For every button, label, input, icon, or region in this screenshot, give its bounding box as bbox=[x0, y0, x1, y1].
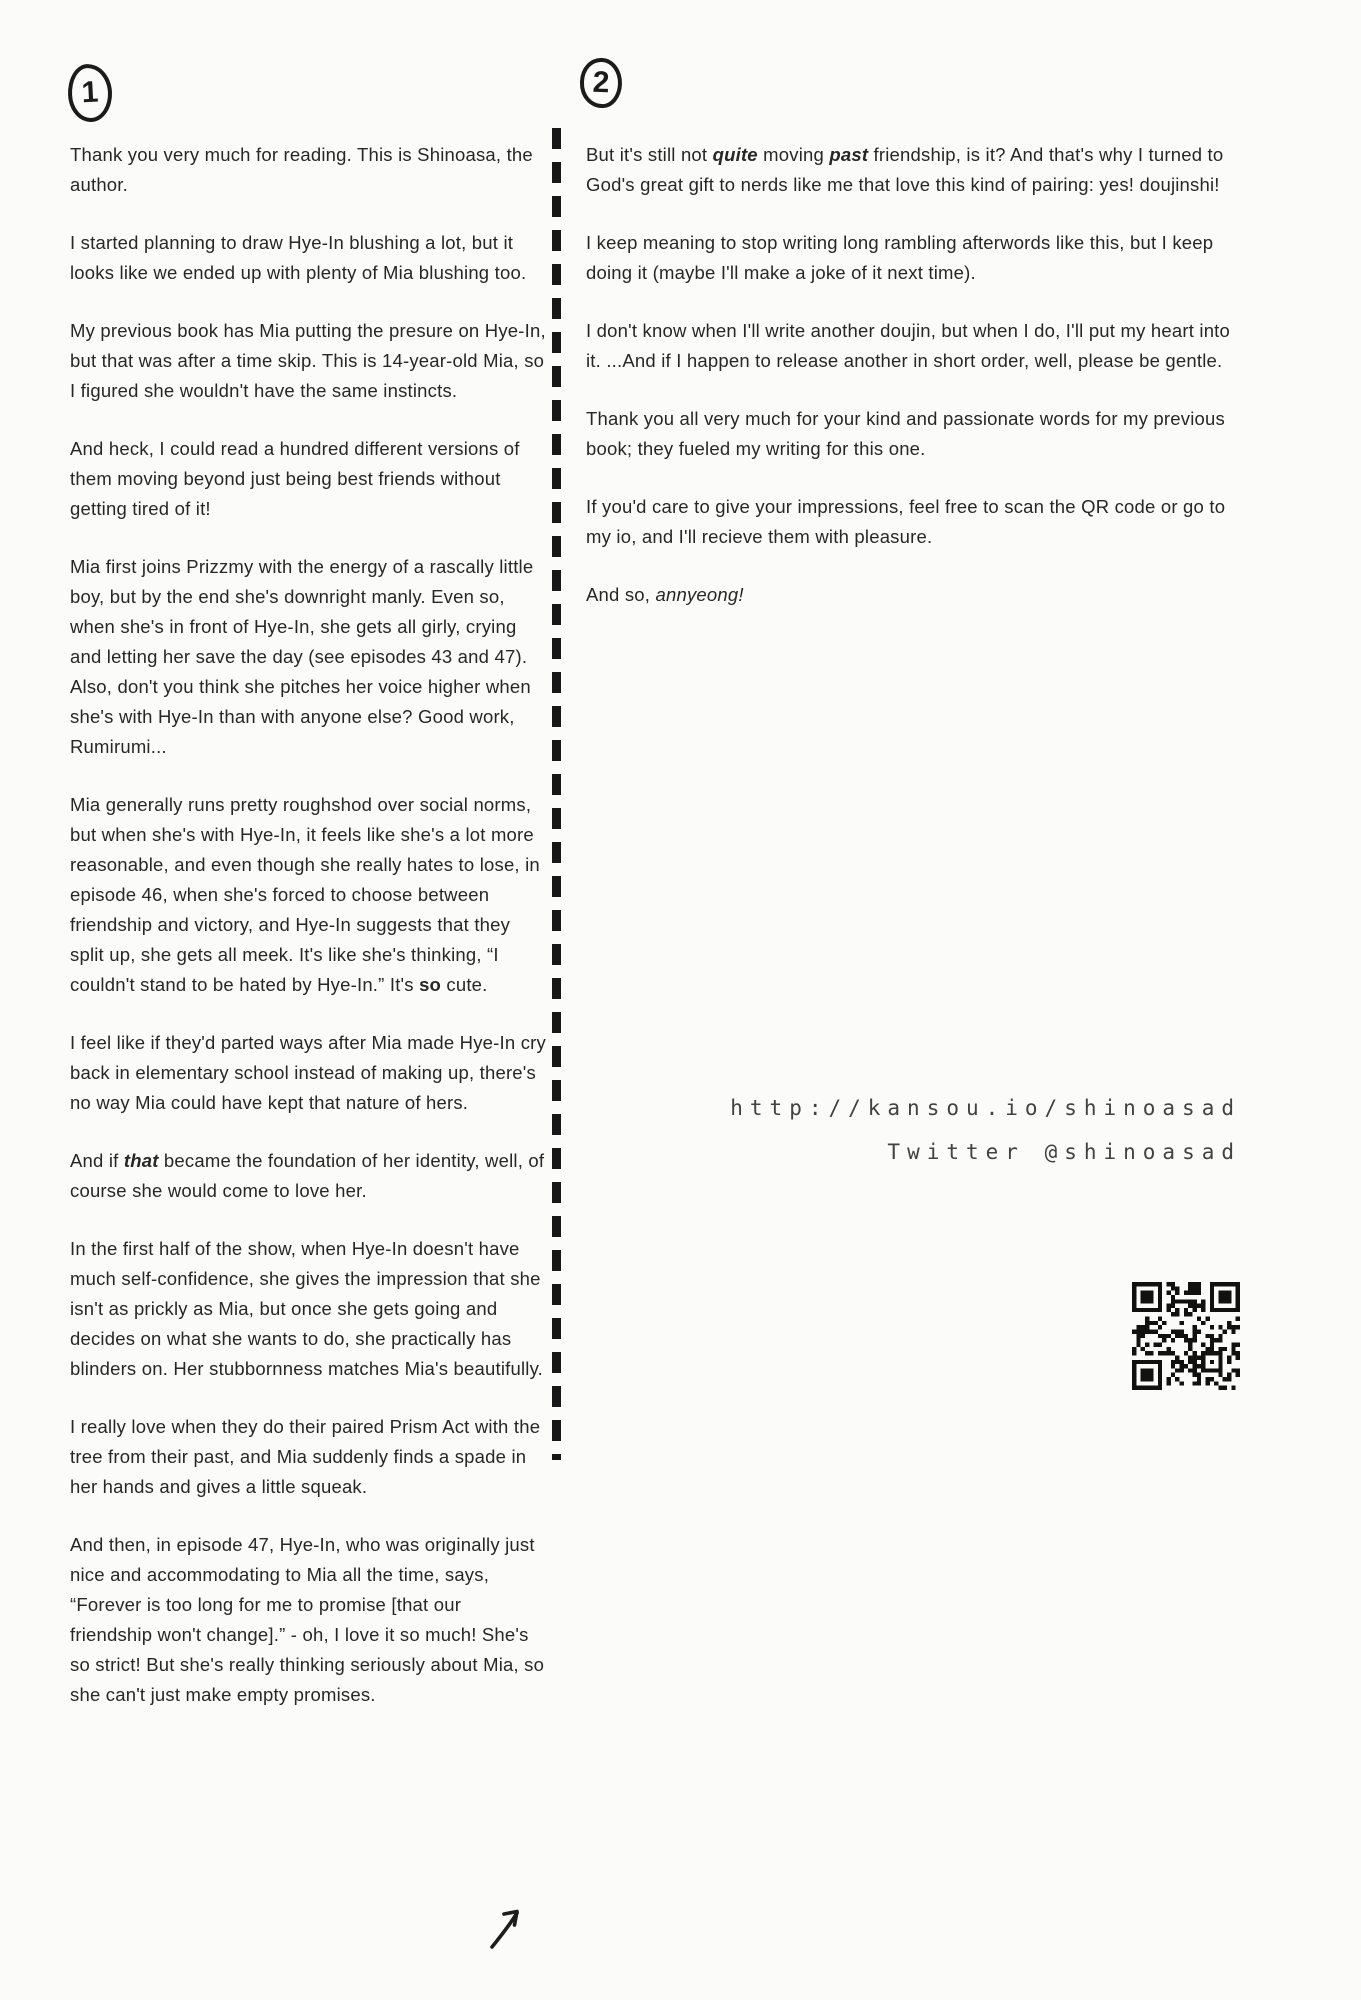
paragraph: I keep meaning to stop writing long rambling afterwords like this, but I keep doing it (maybe I'll make a joke of it next time). bbox=[586, 232, 1214, 283]
paragraph: In the first half of the show, when Hye-In doesn't have much self-confidence, she gives the impression that she isn't as prickly as Mia, but once she gets going and decides on what she wants to do, she practically has blinders on. Her stubbornness matches Mia's beautifully. bbox=[70, 1238, 544, 1379]
paragraph: I feel like if they'd parted ways after Mia made Hye-In cry back in elementary school instead of making up, there's no way Mia could have kept that nature of hers. bbox=[70, 1032, 546, 1113]
paragraph: I really love when they do their paired Prism Act with the tree from their past, and Mia suddenly finds a spade in her hands and gives a little squeak. bbox=[70, 1416, 541, 1497]
column-2-marker bbox=[579, 57, 623, 108]
paragraph: Mia first joins Prizzmy with the energy of a rascally little boy, but by the end she's downright manly. Even so, when she's in front of Hye-In, she gets all girly, crying and letting her save the day (see episodes 43 and 47). Also, don't you think she pitches her voice higher when she's with Hye-In than with anyone else? Good work, Rumirumi... bbox=[70, 556, 534, 757]
dashed-divider-line bbox=[552, 128, 561, 1460]
paragraph: Mia generally runs pretty roughshod over social norms, but when she's with Hye-In, it feels like she's a lot more reasonable, and even though she really hates to lose, in episode 46, when she's forced to choose between friendship and victory, and Hye-In suggests that they split up, she gets all meek. It's like she's thinking, “I couldn't stand to be hated by Hye-In.” It's so cute. bbox=[70, 794, 540, 995]
paragraph: Thank you very much for reading. This is Shinoasa, the author. bbox=[70, 144, 533, 195]
column-1-number: 1 bbox=[80, 75, 100, 110]
paragraph: And so, annyeong! bbox=[586, 584, 744, 605]
paragraph: My previous book has Mia putting the presure on Hye-In, but that was after a time skip. This is 14-year-old Mia, so I figured she wouldn't have the same instincts. bbox=[70, 320, 546, 401]
right-text-column bbox=[586, 140, 1238, 638]
paragraph: And if that became the foundation of her identity, well, of course she would come to love her. bbox=[70, 1150, 545, 1201]
contact-links bbox=[730, 1086, 1241, 1174]
left-text-column bbox=[70, 140, 548, 1738]
website-url: http://kansou.io/shinoasad bbox=[730, 1096, 1241, 1120]
column-1-marker bbox=[67, 63, 114, 123]
qr-code bbox=[1132, 1282, 1240, 1390]
paragraph: I started planning to draw Hye-In blushing a lot, but it looks like we ended up with plenty of Mia blushing too. bbox=[70, 232, 527, 283]
paragraph: But it's still not quite moving past friendship, is it? And that's why I turned to God's great gift to nerds like me that love this kind of pairing: yes! doujinshi! bbox=[586, 144, 1224, 195]
paragraph: And then, in episode 47, Hye-In, who was originally just nice and accommodating to Mia all the time, says, “Forever is too long for me to promise [that our friendship won't change].” - oh, I love it so much! She's so strict! But she's really thinking seriously about Mia, so she can't just make empty promises. bbox=[70, 1534, 545, 1705]
paragraph: And heck, I could read a hundred different versions of them moving beyond just being best friends without getting tired of it! bbox=[70, 438, 520, 519]
paragraph: If you'd care to give your impressions, feel free to scan the QR code or go to my io, and I'll recieve them with pleasure. bbox=[586, 496, 1226, 547]
continue-arrow-icon bbox=[484, 1900, 530, 1954]
twitter-handle: Twitter @shinoasad bbox=[887, 1140, 1241, 1164]
paragraph: I don't know when I'll write another doujin, but when I do, I'll put my heart into it. ...And if I happen to release another in short order, well, please be gentle. bbox=[586, 320, 1231, 371]
paragraph: Thank you all very much for your kind and passionate words for my previous book; they fueled my writing for this one. bbox=[586, 408, 1225, 459]
column-2-number: 2 bbox=[592, 65, 610, 100]
